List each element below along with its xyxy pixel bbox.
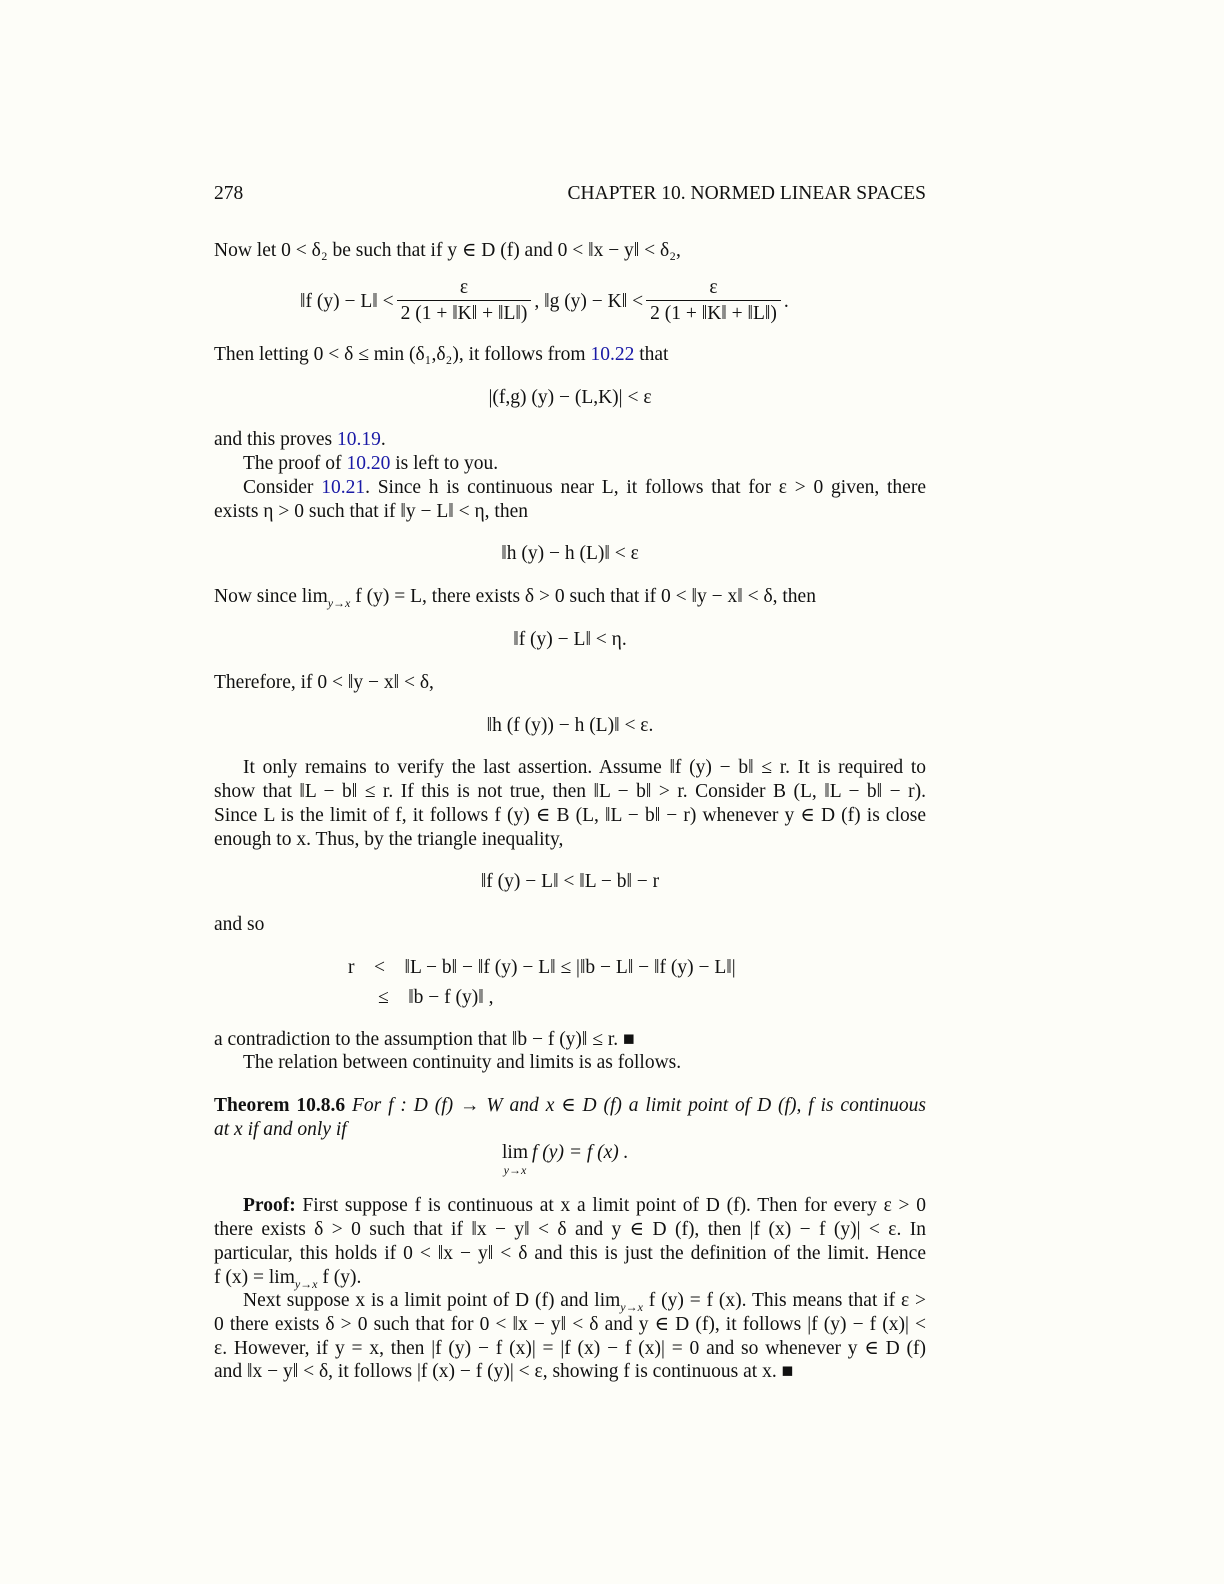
text-line [214, 239, 926, 263]
text-line [214, 756, 926, 780]
text-segment: f (x) = lim [214, 1267, 295, 1288]
text-line [214, 585, 926, 615]
bold-label: Proof: [243, 1195, 296, 1216]
text-segment: and this proves [214, 429, 337, 450]
text-segment: It only remains to verify the last assertion. Assume ‖f (y) − b‖ ≤ r. It is required to [243, 757, 926, 778]
text-line [214, 870, 926, 894]
text-line [214, 1337, 926, 1361]
text-segment: show that ‖L − b‖ ≤ r. If this is not true, then ‖L − b‖ > r. Consider B (L, ‖L − b‖ − r). [214, 781, 926, 802]
text-line [214, 804, 926, 828]
denominator: 2 (1 + ‖K‖ + ‖L‖) [646, 300, 781, 325]
cross-reference-link[interactable]: 10.22 [590, 344, 635, 365]
text-line [214, 1218, 926, 1242]
text-segment: ‖f (y) − L‖ < ‖L − b‖ − r [480, 871, 660, 892]
text-segment: ‖h (f (y)) − h (L)‖ < ε. [486, 715, 654, 736]
text-segment: For f : D (f) → W and x ∈ D (f) a limit point of D (f), f is continuous [345, 1095, 926, 1116]
text-line [214, 1118, 926, 1142]
text-line [214, 386, 926, 410]
text-segment: Then letting 0 < δ ≤ min (δ₁,δ₂), it follows from [214, 344, 591, 365]
text-segment: |(f,g) (y) − (L,K)| < ε [488, 387, 652, 408]
running-header: CHAPTER 10. NORMED LINEAR SPACES [567, 183, 926, 204]
text-line [214, 428, 926, 452]
cross-reference-link[interactable]: 10.20 [346, 453, 391, 474]
text-segment: exists η > 0 such that if ‖y − L‖ < η, then [214, 501, 529, 522]
display-equation-limit [502, 1141, 629, 1175]
text-segment: particular, this holds if 0 < ‖x − y‖ < δ and this is just the definition of the limit. Hence [214, 1243, 926, 1264]
eq-text: , ‖g (y) − K‖ < [534, 290, 644, 312]
text-line [214, 913, 926, 937]
text-segment: 0 there exists δ > 0 such that for 0 < ‖x − y‖ < δ and y ∈ D (f), it follows |f (y) − f (x)| < [214, 1314, 926, 1335]
text-line [214, 714, 926, 738]
text-line [214, 542, 926, 566]
text-line [214, 1313, 926, 1337]
text-segment: and so [214, 914, 265, 935]
text-line [214, 343, 926, 367]
text-segment: The relation between continuity and limits is as follows. [243, 1052, 682, 1073]
page-number: 278 [214, 183, 244, 204]
denominator: 2 (1 + ‖K‖ + ‖L‖) [397, 300, 532, 325]
text-line [214, 452, 926, 476]
lim-text: lim [502, 1142, 529, 1163]
text-segment: f (y) = f (x). This means that if ε > [642, 1290, 926, 1311]
text-segment: at x if and only if [214, 1119, 347, 1140]
numerator: ε [709, 277, 718, 298]
text-line [214, 1360, 926, 1384]
text-line [214, 1242, 926, 1266]
text-segment: ε. However, if y = x, then |f (y) − f (x)| = |f (x) − f (x)| = 0 and so whenever y ∈ D (f) [214, 1338, 926, 1359]
text-segment: Now let 0 < δ₂ be such that if y ∈ D (f) and 0 < ‖x − y‖ < δ₂, [214, 240, 681, 261]
numerator: ε [459, 277, 469, 298]
text-line [214, 476, 926, 500]
text-segment: that [634, 344, 669, 365]
cross-reference-link[interactable]: 10.21 [321, 477, 366, 498]
text-line [214, 1094, 926, 1118]
text-segment: The proof of [243, 453, 347, 474]
text-segment: First suppose f is continuous at x a limit point of D (f). Then for every ε > 0 [295, 1195, 926, 1216]
text-line [214, 828, 926, 852]
text-segment: ‖f (y) − L‖ < η. [513, 629, 627, 650]
text-segment: Now since lim [214, 586, 328, 607]
text-segment: . Since h is continuous near L, it follows that for ε > 0 given, there [365, 477, 926, 498]
bold-label: Theorem 10.8.6 [214, 1095, 346, 1116]
text-segment: a contradiction to the assumption that ‖b − f (y)‖ ≤ r. ■ [214, 1029, 635, 1050]
lim-subscript: y→x [503, 1163, 527, 1177]
subscript: y→x [294, 1276, 318, 1291]
text-segment: Therefore, if 0 < ‖y − x‖ < δ, [214, 672, 434, 693]
text-line [214, 1051, 926, 1075]
text-segment: f (y) = L, there exists δ > 0 such that if 0 < ‖y − x‖ < δ, then [350, 586, 816, 607]
cross-reference-link[interactable]: 10.19 [336, 429, 381, 450]
text-segment: ≤ ‖b − f (y)‖ , [378, 987, 494, 1008]
text-line [348, 956, 1060, 980]
subscript: y→x [620, 1299, 643, 1314]
text-line [214, 1194, 926, 1218]
text-segment: is left to you. [390, 453, 499, 474]
eq-text: ‖f (y) − L‖ < [300, 290, 394, 312]
text-segment: Next suppose x is a limit point of D (f) and lim [243, 1290, 621, 1311]
text-segment: and ‖x − y‖ < δ, it follows |f (x) − f (y)| < ε, showing f is continuous at x. ■ [214, 1361, 794, 1382]
text-segment: there exists δ > 0 such that if ‖x − y‖ < δ and y ∈ D (f), then |f (x) − f (y)| < ε. In [214, 1219, 926, 1240]
text-line [214, 1028, 926, 1052]
text-segment: Since L is the limit of f, it follows f (y) ∈ B (L, ‖L − b‖ − r) whenever y ∈ D (f) is close [214, 805, 926, 826]
text-line [214, 780, 926, 804]
text-line [214, 628, 926, 652]
text-segment: enough to x. Thus, by the triangle inequality, [214, 829, 564, 850]
display-equation-fractions [300, 278, 789, 325]
text-segment: f (y). [317, 1267, 362, 1288]
fraction [646, 278, 781, 325]
subscript: y→x [327, 595, 351, 610]
text-segment: r < ‖L − b‖ − ‖f (y) − L‖ ≤ |‖b − L‖ − ‖f (y) − L‖| [348, 957, 736, 978]
eq-text: f (y) = f (x) . [532, 1142, 629, 1163]
text-segment: . [380, 429, 386, 450]
text-line [214, 671, 926, 695]
text-line [214, 500, 926, 524]
fraction [397, 278, 532, 325]
text-line [378, 986, 1090, 1010]
text-segment: Consider [243, 477, 322, 498]
eq-text: . [783, 290, 789, 312]
text-segment: ‖h (y) − h (L)‖ < ε [501, 543, 639, 564]
limit-operator [502, 1141, 528, 1175]
